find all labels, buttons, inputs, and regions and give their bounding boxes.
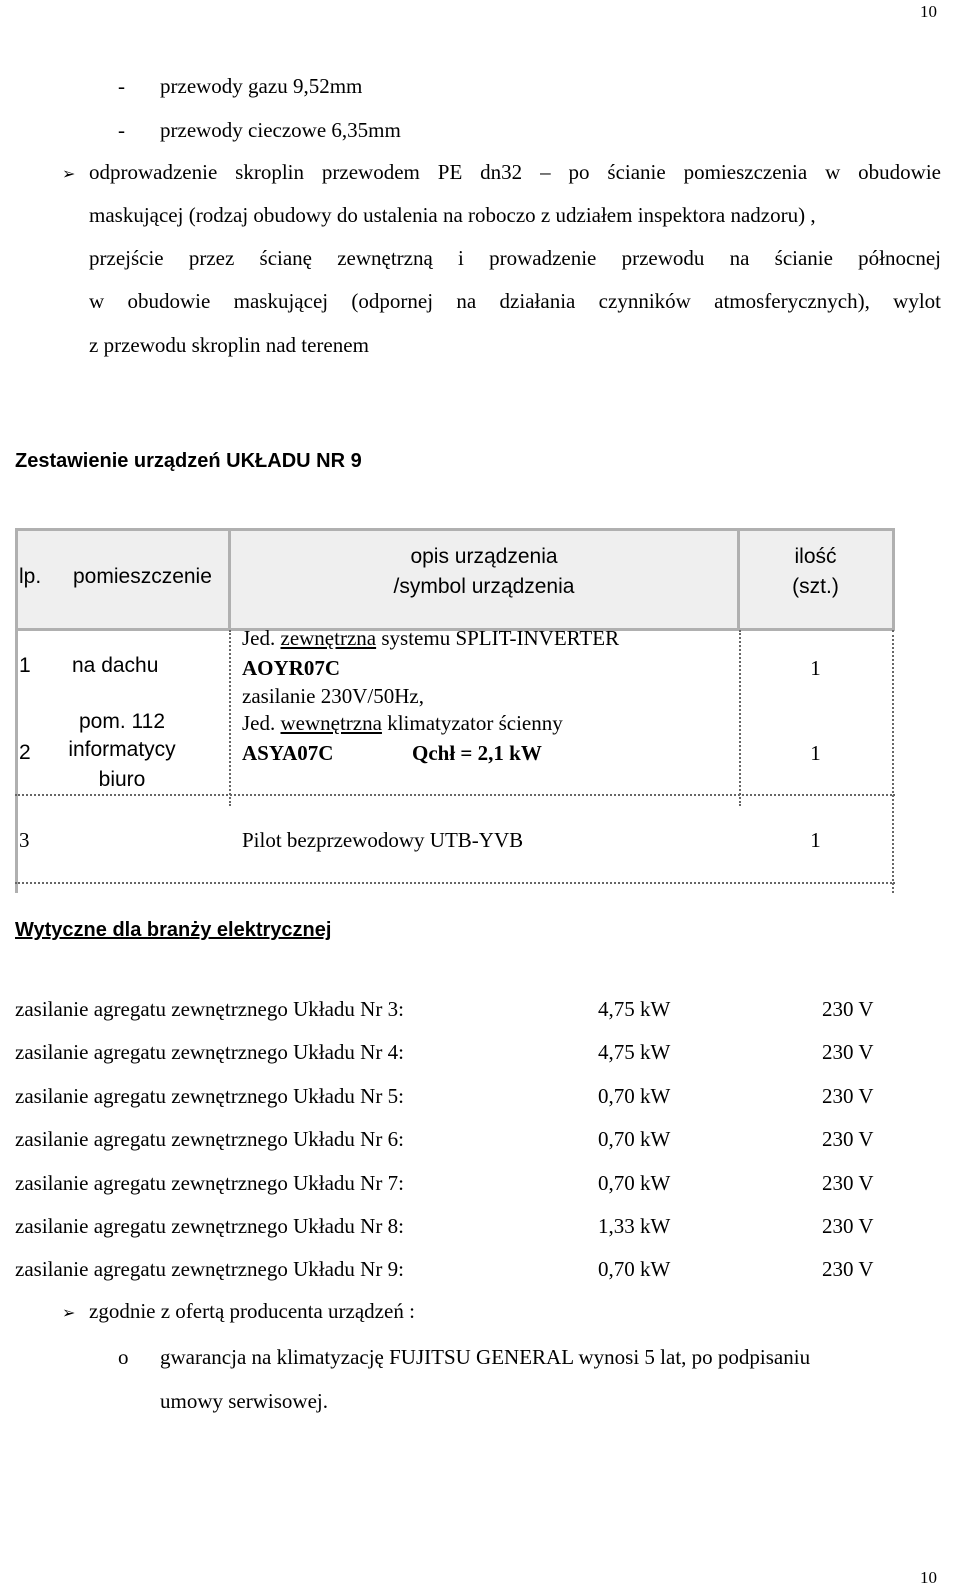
electrical-power: 4,75 kW <box>598 997 671 1021</box>
row3-qty: 1 <box>810 828 821 852</box>
electrical-voltage: 230 V <box>822 1040 874 1064</box>
table-border <box>15 528 18 893</box>
table-border <box>15 528 895 531</box>
equipment-table <box>15 528 895 893</box>
row2-room: informatycy <box>68 738 176 761</box>
arrow-bullet-icon: ➢ <box>62 166 76 183</box>
row2-cooling-power: Qchł = 2,1 kW <box>412 741 542 765</box>
table-border <box>892 528 895 630</box>
dash-marker: - <box>118 118 125 142</box>
table-divider <box>892 630 894 893</box>
electrical-label: zasilanie agregatu zewnętrznego Układu Nr 6: <box>15 1127 404 1151</box>
header-qty: ilość <box>794 545 837 568</box>
electrical-label: zasilanie agregatu zewnętrznego Układu Nr 9: <box>15 1257 404 1281</box>
row2-room: biuro <box>98 768 146 791</box>
page-number-top: 10 <box>920 2 937 21</box>
row3-lp: 3 <box>19 828 30 852</box>
table-divider <box>15 882 895 884</box>
row1-room: na dachu <box>72 654 159 677</box>
offer-note: zgodnie z ofertą producenta urządzeń : <box>89 1299 415 1323</box>
row1-qty: 1 <box>810 656 821 680</box>
electrical-power: 0,70 kW <box>598 1084 671 1108</box>
electrical-power: 0,70 kW <box>598 1127 671 1151</box>
circle-bullet-icon: o <box>118 1345 129 1369</box>
row1-desc: Jed. zewnętrzna systemu SPLIT-INVERTER <box>242 626 620 650</box>
arrow-bullet-icon: ➢ <box>62 1305 76 1322</box>
electrical-label: zasilanie agregatu zewnętrznego Układu Nr 5: <box>15 1084 404 1108</box>
guarantee-line: umowy serwisowej. <box>160 1389 328 1413</box>
header-qty-unit: (szt.) <box>792 575 839 598</box>
paragraph-line: przejście przez ścianę zewnętrzną i prowadzenie przewodu na ścianie północnej <box>89 246 941 270</box>
guarantee-line: gwarancja na klimatyzację FUJITSU GENERAL wynosi 5 lat, po podpisaniu <box>160 1345 811 1369</box>
section-title: Zestawienie urządzeń UKŁADU NR 9 <box>15 450 362 472</box>
electrical-power: 0,70 kW <box>598 1257 671 1281</box>
table-divider <box>229 630 231 806</box>
dash-marker: - <box>118 74 125 98</box>
row1-power-supply: zasilanie 230V/50Hz, <box>242 684 424 708</box>
header-symbol: /symbol urządzenia <box>393 575 575 598</box>
paragraph-line: odprowadzenie skroplin przewodem PE dn32 – po ścianie pomieszczenia w obudowie <box>89 160 941 184</box>
electrical-label: zasilanie agregatu zewnętrznego Układu Nr 4: <box>15 1040 404 1064</box>
page-number-bottom: 10 <box>920 1568 937 1587</box>
electrical-power: 0,70 kW <box>598 1171 671 1195</box>
electrical-label: zasilanie agregatu zewnętrznego Układu Nr 3: <box>15 997 404 1021</box>
header-desc: opis urządzenia <box>410 545 558 568</box>
electrical-label: zasilanie agregatu zewnętrznego Układu Nr 7: <box>15 1171 404 1195</box>
row1-symbol: AOYR07C <box>242 656 340 680</box>
row2-lp: 2 <box>19 741 31 764</box>
paragraph-line: z przewodu skroplin nad terenem <box>89 333 369 357</box>
header-room: pomieszczenie <box>73 565 212 588</box>
row2-symbol: ASYA07C <box>242 741 334 765</box>
row2-room: pom. 112 <box>79 710 165 733</box>
paragraph-line: maskującej (rodzaj obudowy do ustalenia na roboczo z udziałem inspektora nadzoru) , <box>89 203 816 227</box>
table-divider <box>15 794 895 796</box>
electrical-voltage: 230 V <box>822 1257 874 1281</box>
electrical-voltage: 230 V <box>822 1171 874 1195</box>
electrical-label: zasilanie agregatu zewnętrznego Układu Nr 8: <box>15 1214 404 1238</box>
electrical-voltage: 230 V <box>822 1214 874 1238</box>
header-lp: lp. <box>19 565 42 588</box>
row1-lp: 1 <box>19 654 31 677</box>
electrical-voltage: 230 V <box>822 1127 874 1151</box>
row2-desc: Jed. wewnętrzna klimatyzator ścienny <box>242 711 563 735</box>
paragraph-line: w obudowie maskującej (odpornej na działania czynników atmosferycznych), wylot <box>89 289 941 313</box>
row2-qty: 1 <box>810 741 821 765</box>
electrical-title: Wytyczne dla branży elektrycznej <box>15 919 332 941</box>
electrical-power: 4,75 kW <box>598 1040 671 1064</box>
electrical-voltage: 230 V <box>822 1084 874 1108</box>
list-item: przewody gazu 9,52mm <box>160 74 363 98</box>
row3-desc: Pilot bezprzewodowy UTB-YVB <box>242 828 524 852</box>
electrical-voltage: 230 V <box>822 997 874 1021</box>
list-item: przewody cieczowe 6,35mm <box>160 118 401 142</box>
electrical-power: 1,33 kW <box>598 1214 671 1238</box>
